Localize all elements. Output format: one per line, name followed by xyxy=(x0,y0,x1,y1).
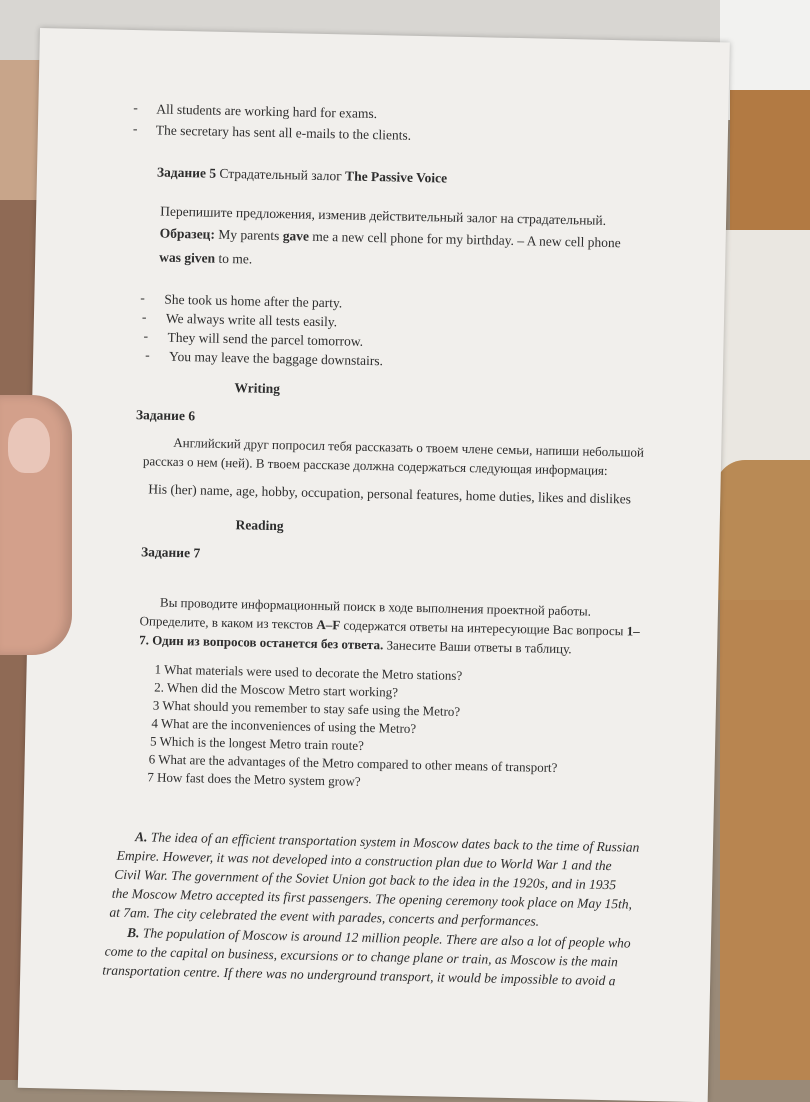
text-a-line2: Empire. However, it was not developed into a construction plan due to World War 1 and the xyxy=(116,847,612,874)
prev-example-1: All students are working hard for exams. xyxy=(156,101,378,122)
text-a-line3: Civil War. The government of the Soviet Union got back to the idea in the 1920s, and in 1935 xyxy=(114,866,617,893)
bullet-dash: - xyxy=(140,290,146,306)
task5-example-line1: Образец: My parents gave me a new cell phone for my birthday. – A new cell phone xyxy=(159,225,621,251)
bullet-dash: - xyxy=(133,99,139,116)
task7-intro-line1: Вы проводите информационный поиск в ходе выполнения проектной работы. xyxy=(159,594,592,619)
prev-example-2: The secretary has sent all e-mails to the clients. xyxy=(155,122,412,143)
example-label: Образец: xyxy=(159,225,216,242)
question-2: 2. When did the Moscow Metro start working? xyxy=(154,679,399,700)
background-table xyxy=(730,90,810,240)
task6-text-line2: рассказ о нем (ней). В твоем рассказе должна содержаться следующая информация: xyxy=(142,453,608,478)
task5-sentence-4: You may leave the baggage downstairs. xyxy=(168,348,384,369)
task5-number: Задание 5 xyxy=(156,164,217,181)
task5-heading xyxy=(157,163,447,186)
task6-title: Задание 6 xyxy=(135,407,196,424)
task6-text-line1: Английский друг попросил тебя рассказать о твоем члене семьи, напиши небольшой xyxy=(173,434,645,460)
question-4: 4 What are the inconveniences of using the Metro? xyxy=(151,715,417,737)
text-b-line1: B. The population of Moscow is around 12 million people. There are also a lot of people who xyxy=(126,925,631,951)
worksheet-paper xyxy=(18,28,730,1102)
text-a-line4: the Moscow Metro accepted its first passengers. The opening ceremony took place on May 15th, xyxy=(111,885,633,912)
question-7: 7 How fast does the Metro system grow? xyxy=(147,769,361,789)
task5-instruction: Перепишите предложения, изменив действительный залог на страдательный. xyxy=(160,203,607,228)
task5-title-ru: Страдательный залог xyxy=(219,165,342,184)
task5-title-en: The Passive Voice xyxy=(344,168,448,186)
question-1: 1 What materials were used to decorate the Metro stations? xyxy=(154,661,463,683)
background-desk xyxy=(720,600,810,1080)
bullet-dash: - xyxy=(141,309,147,325)
task7-intro-line2: Определите, в каком из текстов A–F содержатся ответы на интересующие Вас вопросы 1– xyxy=(139,613,640,639)
background-wall xyxy=(720,230,810,490)
task7-title: Задание 7 xyxy=(140,544,201,561)
text-b-line3: transportation centre. If there was no underground transport, it would be impossible to avoid a xyxy=(102,962,616,989)
question-5: 5 Which is the longest Metro train route? xyxy=(149,733,365,753)
text-b-label: B. xyxy=(126,925,140,941)
text-b-line2: come to the capital on business, excursions or to change plane or train, as Moscow is the main xyxy=(104,943,619,970)
background-chair xyxy=(715,460,810,600)
task7-intro-line3: 7. Один из вопросов останется без ответа. Занесите Ваши ответы в таблицу. xyxy=(139,632,572,657)
text-a-line5: at 7am. The city celebrated the event with parades, concerts and performances. xyxy=(109,904,540,929)
task5-sentence-3: They will send the parcel tomorrow. xyxy=(167,329,364,349)
task5-sentence-2: We always write all tests easily. xyxy=(165,310,338,330)
thumbnail xyxy=(8,418,50,473)
bullet-dash: - xyxy=(143,328,149,344)
bullet-dash: - xyxy=(132,120,138,137)
task6-points: His (her) name, age, hobby, occupation, personal features, home duties, likes and dislikes xyxy=(148,481,632,507)
bullet-dash: - xyxy=(145,347,150,363)
text-a-line1: A. The idea of an efficient transportation system in Moscow dates back to the time of Russian xyxy=(134,829,640,855)
task5-example-line2: was given to me. xyxy=(159,249,253,267)
question-3: 3 What should you remember to stay safe using the Metro? xyxy=(152,697,461,719)
reading-section-title: Reading xyxy=(235,517,284,534)
task5-sentence-1: She took us home after the party. xyxy=(164,291,343,311)
text-a-label: A. xyxy=(134,829,148,845)
writing-section-title: Writing xyxy=(234,380,281,397)
question-6: 6 What are the advantages of the Metro compared to other means of transport? xyxy=(148,751,558,775)
